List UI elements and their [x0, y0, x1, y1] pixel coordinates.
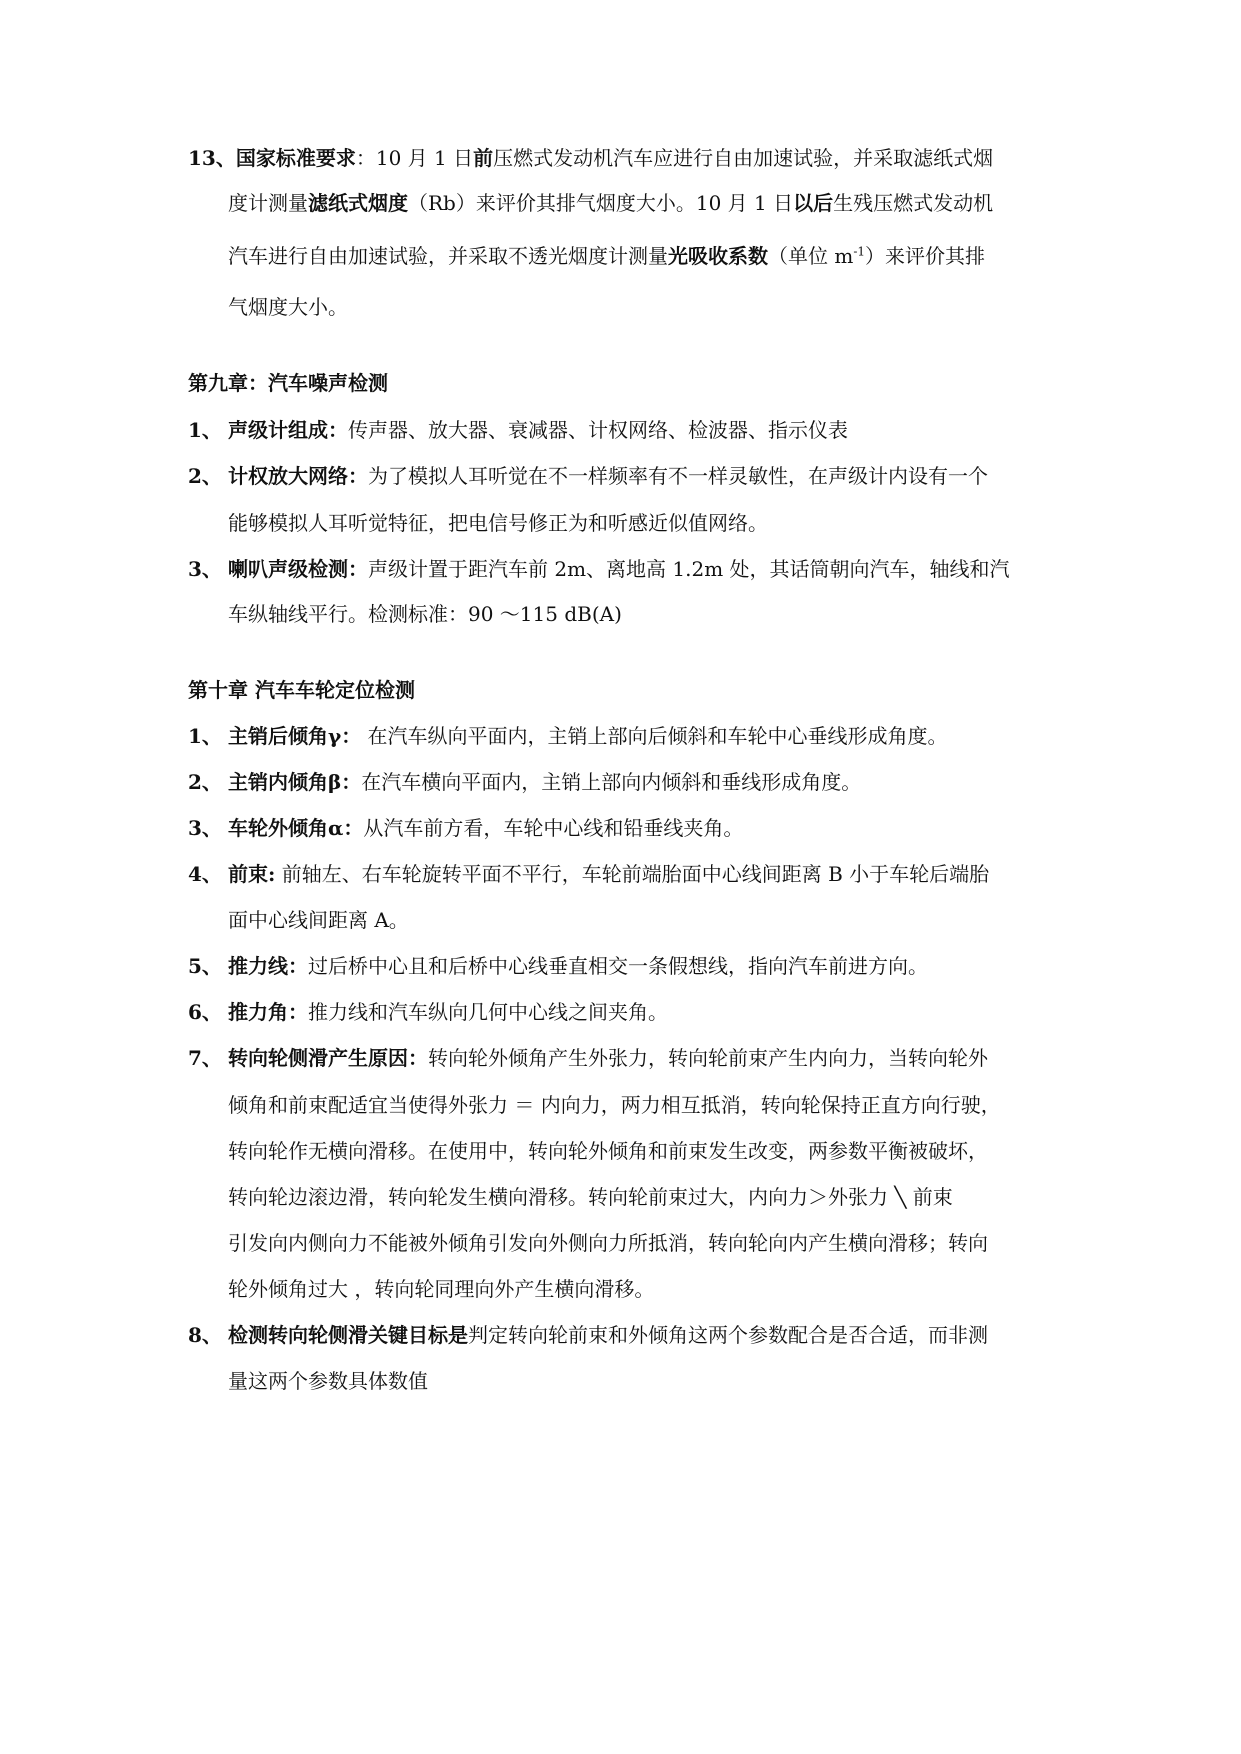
ch10-item-7-cont-4: 引发向内侧向力不能被外倾角引发向外侧向力所抵消，转向轮向内产生横向滑移；转向 — [228, 1231, 988, 1255]
chapter-9-title: 第九章：汽车噪声检测 — [188, 371, 388, 395]
ch10-item-8: 8、 检测转向轮侧滑关键目标是判定转向轮前束和外倾角这两个参数配合是否合适，而非测 — [188, 1323, 988, 1347]
ch10-item-8-cont: 量这两个参数具体数值 — [228, 1369, 428, 1393]
ch9-item-2: 2、 计权放大网络：为了模拟人耳听觉在不一样频率有不一样灵敏性，在声级计内设有一个 — [188, 464, 988, 488]
chapter-10-title: 第十章 汽车车轮定位检测 — [188, 678, 415, 702]
ch9-item-1: 1、 声级计组成：传声器、放大器、衰减器、计权网络、检波器、指示仪表 — [188, 418, 848, 442]
ch10-item-7-cont-1: 倾角和前束配适宜当使得外张力 ＝ 内向力，两力相互抵消，转向轮保持正直方向行驶， — [228, 1093, 1001, 1117]
item-13-line-4: 气烟度大小。 — [228, 295, 348, 319]
ch10-item-3: 3、 车轮外倾角α：从汽车前方看，车轮中心线和铅垂线夹角。 — [188, 816, 744, 840]
item-13-line-1: 13、国家标准要求：10 月 1 日前压燃式发动机汽车应进行自由加速试验，并采取滤纸式烟 — [188, 146, 994, 170]
ch10-item-5: 5、 推力线：过后桥中心且和后桥中心线垂直相交一条假想线，指向汽车前进方向。 — [188, 954, 928, 978]
item-13-line-2: 度计测量滤纸式烟度（Rb）来评价其排气烟度大小。10 月 1 日以后生残压燃式发动机 — [228, 191, 994, 215]
ch10-item-1: 1、 主销后倾角γ： 在汽车纵向平面内，主销上部向后倾斜和车轮中心垂线形成角度。 — [188, 724, 948, 748]
ch9-item-2-cont: 能够模拟人耳听觉特征，把电信号修正为和听感近似值网络。 — [228, 511, 768, 535]
ch10-item-6: 6、 推力角：推力线和汽车纵向几何中心线之间夹角。 — [188, 1000, 668, 1024]
ch10-item-2: 2、 主销内倾角β：在汽车横向平面内，主销上部向内倾斜和垂线形成角度。 — [188, 770, 862, 794]
ch10-item-4: 4、 前束: 前轴左、右车轮旋转平面不平行，车轮前端胎面中心线间距离 B 小于车轮后端胎 — [188, 862, 990, 886]
ch10-item-7-cont-3: 转向轮边滚边滑，转向轮发生横向滑移。转向轮前束过大，内向力＞外张力 ╲ 前束 — [228, 1185, 953, 1209]
ch9-item-3-cont: 车纵轴线平行。检测标准：90 ～115 dB(A) — [228, 602, 622, 626]
item-number: 13、 — [188, 146, 236, 170]
ch10-item-7-cont-2: 转向轮作无横向滑移。在使用中，转向轮外倾角和前束发生改变，两参数平衡被破坏， — [228, 1139, 988, 1163]
ch10-item-7-cont-5: 轮外倾角过大 ，转向轮同理向外产生横向滑移。 — [228, 1277, 655, 1301]
ch10-item-4-cont: 面中心线间距离 A。 — [228, 908, 409, 932]
ch10-item-7: 7、 转向轮侧滑产生原因：转向轮外倾角产生外张力，转向轮前束产生内向力，当转向轮外 — [188, 1046, 988, 1070]
item-label: 国家标准要求 — [235, 146, 356, 170]
ch9-item-3: 3、 喇叭声级检测：声级计置于距汽车前 2m、离地高 1.2m 处，其话筒朝向汽车，轴线和汽 — [188, 557, 1010, 581]
item-13-line-3: 汽车进行自由加速试验，并采取不透光烟度计测量光吸收系数（单位 $m^{-1}$）来评价其排 — [228, 244, 986, 268]
